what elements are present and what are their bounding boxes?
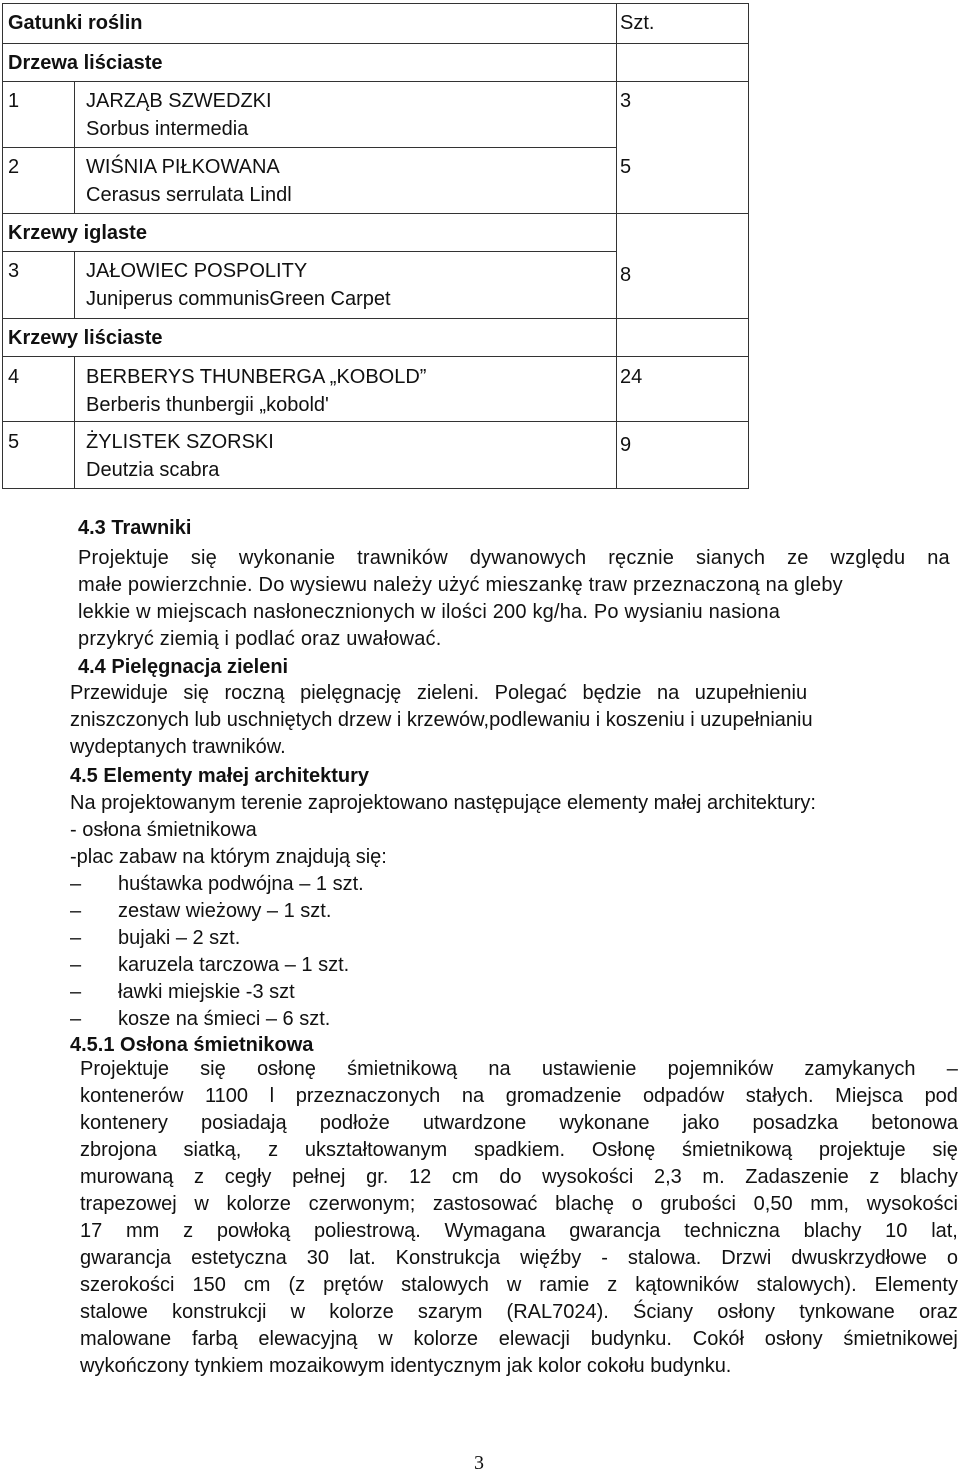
table-column-divider — [616, 3, 617, 489]
list-item — [70, 979, 950, 1006]
list-dash: – — [70, 954, 82, 976]
plant-latin-name: Berberis thunbergii „kobold' — [86, 394, 329, 416]
table-rule — [2, 318, 749, 319]
plant-quantity: 8 — [620, 264, 632, 286]
table-rule — [2, 43, 749, 44]
list-dash: – — [70, 927, 82, 949]
plant-name: ŻYLISTEK SZORSKI — [86, 431, 274, 453]
list-item — [70, 925, 950, 952]
paragraph-line: murowaną z cegły pełnej gr. 12 cm do wysokości 2,3 m. Zadaszenie z blachy — [80, 1166, 958, 1188]
row-number: 5 — [8, 431, 20, 453]
section-4-5-1-body — [80, 1056, 958, 1380]
paragraph-line: wykończony tynkiem mozaikowym identycznym jak kolor cokołu budynku. — [80, 1355, 732, 1377]
plant-quantity: 24 — [620, 366, 643, 388]
paragraph-line: -plac zabaw na którym znajdują się: — [70, 846, 387, 868]
table-border-top — [2, 3, 749, 4]
list-item — [70, 898, 950, 925]
table-border-right — [748, 3, 749, 489]
plant-latin-name: Juniperus communisGreen Carpet — [86, 288, 391, 310]
group-label-deciduous-shrubs: Krzewy liściaste — [8, 327, 163, 349]
paragraph-line: stalowe konstrukcji w kolorze szarym (RAL7024). Ściany osłony tynkowane oraz — [80, 1301, 958, 1323]
paragraph-line: szerokości 150 cm (z prętów stalowych w ramie z kątowników stalowych). Elementy — [80, 1274, 958, 1296]
section-4-4-heading — [78, 653, 288, 681]
row-number: 1 — [8, 90, 20, 112]
paragraph-line: Projektuje się wykonanie trawników dywanowych ręcznie sianych ze względu na — [78, 547, 950, 569]
table-column-divider — [74, 251, 75, 318]
paragraph-line: małe powierzchnie. Do wysiewu należy użyć mieszankę traw przeznaczoną na gleby — [78, 574, 843, 596]
paragraph-line: kontenery posiadają podłoże utwardzone wykonane jako posadzka betonowa — [80, 1112, 958, 1134]
paragraph-line: - osłona śmietnikowa — [70, 819, 257, 841]
paragraph-line: Przewiduje się roczną pielęgnację zieleni. Polegać będzie na uzupełnieniu — [70, 682, 808, 704]
paragraph-line: gwarancja estetyczna 30 lat. Konstrukcja więźby - stalowa. Drzwi dwuskrzydłowe o — [80, 1247, 958, 1269]
list-dash: – — [70, 873, 82, 895]
section-4-4-body — [70, 680, 930, 761]
section-number: 4.4 — [78, 656, 106, 678]
table-rule — [2, 213, 749, 214]
table-border-left — [2, 3, 3, 489]
plant-quantity: 3 — [620, 90, 632, 112]
list-item — [70, 1006, 950, 1033]
paragraph-line: zbrojona siatką, z ukształtowanym spadkiem. Osłonę śmietnikową projektuje się — [80, 1139, 958, 1161]
plant-table — [2, 3, 749, 489]
paragraph-line: Projektuje się osłonę śmietnikową na ustawienie pojemników zamykanych – — [80, 1058, 958, 1080]
section-title: Trawniki — [105, 517, 192, 539]
table-column-divider — [74, 81, 75, 213]
page-number: 3 — [474, 1452, 484, 1474]
list-item-text: kosze na śmieci – 6 szt. — [118, 1008, 331, 1030]
plant-name: BERBERYS THUNBERGA „KOBOLD” — [86, 366, 427, 388]
table-column-divider — [74, 356, 75, 488]
section-4-5-1-heading — [70, 1031, 313, 1059]
plant-name: WIŚNIA PIŁKOWANA — [86, 156, 280, 178]
section-4-3-body — [78, 545, 950, 653]
section-4-5-heading — [70, 762, 369, 790]
section-title: Elementy małej architektury — [97, 765, 370, 787]
plant-quantity: 9 — [620, 434, 632, 456]
section-4-3-heading — [78, 514, 191, 542]
paragraph-line: zniszczonych lub uschniętych drzew i krzewów,podlewaniu i koszeniu i uzupełnianiu — [70, 709, 813, 731]
table-border-bottom — [2, 488, 749, 489]
list-item — [70, 952, 950, 979]
paragraph-line: 17 mm z powłoką poliestrową. Wymagana gwarancja techniczna blachy 10 lat, — [80, 1220, 958, 1242]
paragraph-line: trapezowej w kolorze czerwonym; zastosować blachę o grubości 0,50 mm, wysokości — [80, 1193, 958, 1215]
section-number: 4.5.1 — [70, 1034, 115, 1056]
row-number: 4 — [8, 366, 20, 388]
plant-latin-name: Deutzia scabra — [86, 459, 220, 481]
group-label-deciduous-trees: Drzewa liściaste — [8, 52, 163, 74]
table-rule — [2, 147, 616, 148]
plant-quantity: 5 — [620, 156, 632, 178]
paragraph-line: przykryć ziemią i podlać oraz uwałować. — [78, 628, 442, 650]
section-number: 4.5 — [70, 765, 98, 787]
paragraph-line: malowane farbą elewacyjną w kolorze elewacji budynku. Cokół osłony śmietnikowej — [80, 1328, 958, 1350]
list-item-text: zestaw wieżowy – 1 szt. — [118, 900, 332, 922]
column-header-species: Gatunki roślin — [8, 12, 143, 34]
section-title: Pielęgnacja zieleni — [105, 656, 289, 678]
section-4-5-body — [70, 790, 950, 1033]
plant-name: JAŁOWIEC POSPOLITY — [86, 260, 308, 282]
section-number: 4.3 — [78, 517, 106, 539]
list-item — [70, 871, 950, 898]
list-item-text: karuzela tarczowa – 1 szt. — [118, 954, 350, 976]
group-label-conifer-shrubs: Krzewy iglaste — [8, 222, 147, 244]
paragraph-line: wydeptanych trawników. — [70, 736, 286, 758]
table-rule — [2, 81, 749, 82]
plant-latin-name: Sorbus intermedia — [86, 118, 249, 140]
paragraph-line: lekkie w miejscach nasłonecznionych w ilości 200 kg/ha. Po wysianiu nasiona — [78, 601, 781, 623]
list-dash: – — [70, 981, 82, 1003]
list-item-text: ławki miejskie -3 szt — [118, 981, 295, 1003]
plant-name: JARZĄB SZWEDZKI — [86, 90, 272, 112]
paragraph-line: kontenerów 1100 l przeznaczonych na gromadzenie odpadów stałych. Miejsca pod — [80, 1085, 958, 1107]
list-item-text: bujaki – 2 szt. — [118, 927, 241, 949]
table-rule — [2, 356, 749, 357]
row-number: 2 — [8, 156, 20, 178]
paragraph-line: Na projektowanym terenie zaprojektowano następujące elementy małej architektury: — [70, 792, 816, 814]
list-dash: – — [70, 1008, 82, 1030]
plant-latin-name: Cerasus serrulata Lindl — [86, 184, 292, 206]
list-item-text: huśtawka podwójna – 1 szt. — [118, 873, 364, 895]
list-dash: – — [70, 900, 82, 922]
column-header-quantity: Szt. — [620, 12, 655, 34]
table-rule — [2, 251, 616, 252]
row-number: 3 — [8, 260, 20, 282]
section-title: Osłona śmietnikowa — [114, 1034, 314, 1056]
table-rule — [2, 421, 749, 422]
